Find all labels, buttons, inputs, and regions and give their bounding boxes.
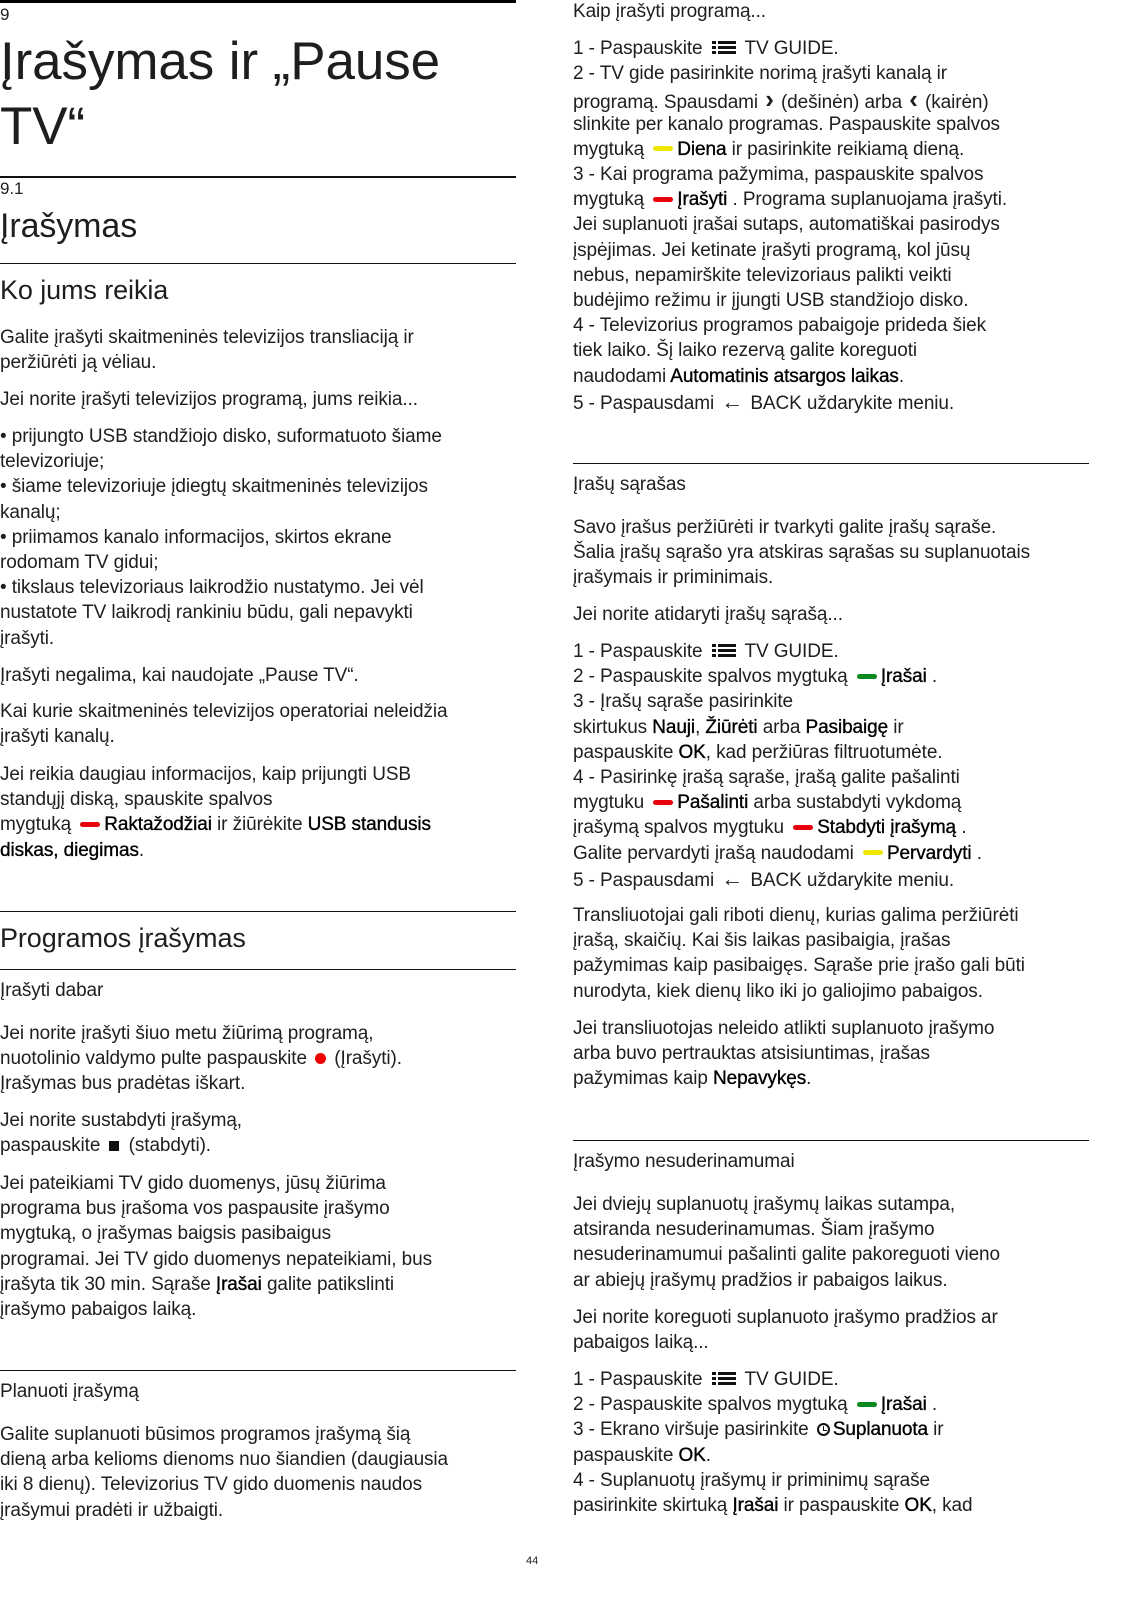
text-run: įrašyta tik 30 min. Sąraše xyxy=(0,1273,216,1295)
heading: Įrašų sąrašas xyxy=(573,474,686,495)
text-line xyxy=(573,36,839,62)
text-run: BACK uždarykite meniu. xyxy=(745,869,955,891)
text-run: 1 - Paspauskite xyxy=(573,641,708,662)
text-run: naudodami xyxy=(573,365,671,387)
text-run: 1 - Paspauskite xyxy=(573,38,708,59)
text-line xyxy=(573,740,942,766)
ui-term: Suplanuota xyxy=(832,1419,928,1441)
text-run: , xyxy=(695,716,706,738)
text-line: Jei norite sustabdyti įrašymą, xyxy=(0,1110,242,1131)
text-line xyxy=(573,389,954,415)
clock-icon xyxy=(817,1423,830,1436)
text-run: (kairėn) xyxy=(919,92,989,114)
tv-guide-icon xyxy=(712,644,736,658)
text-line xyxy=(573,1493,973,1519)
text-line xyxy=(573,1392,937,1418)
text-run: nuotolinio valdymo pulte paspauskite xyxy=(0,1048,313,1070)
red-key xyxy=(793,825,813,830)
text-line: Jei pateikiami TV gido duomenys, jūsų žiūrima xyxy=(0,1173,386,1194)
text-run: TV GUIDE. xyxy=(739,1369,839,1390)
text-line: 3 - Kai programa pažymima, paspauskite spalvos xyxy=(573,164,984,185)
text-line: įrašyti kanalų. xyxy=(0,726,115,748)
ui-term: Įrašai xyxy=(880,1394,927,1416)
text-run: 3 - Ekrano viršuje pasirinkite xyxy=(573,1419,814,1441)
text-run: paspauskite xyxy=(573,741,679,763)
text-line: Įrašymas bus pradėtas iškart. xyxy=(0,1073,246,1095)
chevron-right-icon: › xyxy=(765,84,774,115)
text-line: nesuderinamumui pašalinti galite pakoreguoti vieno xyxy=(573,1244,1000,1266)
right-column xyxy=(573,0,1089,1615)
section-number: 9 xyxy=(0,5,10,24)
text-line: Jei norite įrašyti šiuo metu žiūrimą programą, xyxy=(0,1023,374,1044)
text-line: įrašymo pabaigos laiką. xyxy=(0,1299,197,1320)
text-run: ir paspauskite xyxy=(778,1495,905,1516)
text-run: (stabdyti). xyxy=(123,1135,211,1157)
green-key xyxy=(857,674,877,679)
text-run: , kad peržiūras filtruotumėte. xyxy=(705,741,943,763)
text-line xyxy=(573,866,954,892)
heading: Programos įrašymas xyxy=(0,923,246,953)
text-run: . xyxy=(956,817,967,839)
ui-term: Pasibaigę xyxy=(805,716,889,738)
text-run: TV GUIDE. xyxy=(739,38,839,59)
text-line: mygtuką, o įrašymas baigsis pasibaigus xyxy=(0,1223,331,1245)
text-line xyxy=(573,1367,839,1393)
text-run: 5 - Paspausdami xyxy=(573,392,720,414)
text-line: • tikslaus televizoriaus laikrodžio nustatymo. Jei vėl xyxy=(0,577,424,599)
text-line xyxy=(573,815,966,841)
ui-term: Įrašai xyxy=(880,666,927,688)
text-line: televizoriuje; xyxy=(0,451,105,473)
heading: Įrašymas ir „Pause xyxy=(0,32,440,91)
yellow-key xyxy=(863,850,883,855)
text-run: ir xyxy=(928,1419,944,1441)
section-divider xyxy=(0,911,516,912)
ui-term: Pašalinti xyxy=(677,792,749,814)
text-run: mygtuką xyxy=(0,814,77,836)
text-line: arba buvo pertrauktas atsisiuntimas, įrašas xyxy=(573,1043,930,1065)
text-run: . xyxy=(926,666,938,688)
heading: Įrašymas xyxy=(0,207,138,245)
ui-term: Diena xyxy=(677,138,727,160)
text-run: . xyxy=(138,839,145,861)
text-line: programa bus įrašoma vos paspausite įrašymo xyxy=(0,1198,390,1220)
text-run: paspauskite xyxy=(573,1444,679,1466)
text-line: Transliuotojai gali riboti dienų, kurias galima peržiūrėti xyxy=(573,905,1019,926)
ui-term: Nauji xyxy=(652,716,696,738)
text-line: nurodyta, kiek dienų liko iki jo galiojimo pabaigos. xyxy=(573,980,983,1002)
text-run: mygtuką xyxy=(573,138,650,160)
text-line xyxy=(573,790,961,816)
text-run: 1 - Paspauskite xyxy=(573,1369,708,1390)
text-line: pažymimas kaip pasibaigęs. Sąraše prie įrašo gali būti xyxy=(573,955,1025,977)
text-line: rodomam TV gidui; xyxy=(0,552,159,573)
text-line: Įrašyti negalima, kai naudojate „Pause TV“. xyxy=(0,665,359,686)
text-line: 4 - Pasirinkę įrašą sąraše, įrašą galite pašalinti xyxy=(573,767,960,788)
text-line xyxy=(573,84,989,115)
text-line: Jei suplanuoti įrašai sutaps, automatiškai pasirodys xyxy=(573,214,1000,236)
back-arrow-icon: ← xyxy=(721,865,744,891)
text-run: ir xyxy=(888,716,904,738)
text-line: kanalų; xyxy=(0,501,61,523)
heading: Įrašyti dabar xyxy=(0,980,104,1001)
text-run: (dešinėn) arba xyxy=(775,92,908,114)
text-line xyxy=(573,137,964,163)
heading: Planuoti įrašymą xyxy=(0,1381,139,1402)
text-run: . Programa suplanuojama įrašyti. xyxy=(727,189,1007,211)
text-line xyxy=(0,1133,211,1159)
back-arrow-icon: ← xyxy=(721,388,744,414)
text-run: 2 - Paspauskite spalvos mygtuką xyxy=(573,1394,853,1416)
text-run: paspauskite xyxy=(0,1135,106,1157)
text-line xyxy=(573,1443,711,1469)
text-line xyxy=(573,715,904,741)
text-run: arba xyxy=(757,716,806,738)
text-line xyxy=(573,664,937,690)
text-run: 2 - Paspauskite spalvos mygtuką xyxy=(573,666,853,688)
text-line: Galite suplanuoti būsimos programos įrašymą šią xyxy=(0,1424,411,1445)
text-line: programai. Jei TV gido duomenys nepateikiami, bus xyxy=(0,1248,432,1270)
text-line: Kaip įrašyti programą... xyxy=(573,1,766,22)
text-line: Jei reikia daugiau informacijos, kaip prijungti USB xyxy=(0,764,411,785)
section-divider xyxy=(573,1140,1089,1141)
text-line xyxy=(573,841,982,867)
text-run: . xyxy=(926,1394,938,1416)
text-line: • šiame televizoriuje įdiegtų skaitmeninės televizijos xyxy=(0,476,428,498)
text-run: , kad xyxy=(931,1495,973,1516)
ui-term: USB standusis xyxy=(307,814,431,836)
text-line: 3 - Įrašų sąraše pasirinkite xyxy=(573,691,794,713)
heading: Įrašymo nesuderinamumai xyxy=(573,1151,795,1172)
text-run: . xyxy=(898,365,905,387)
text-line xyxy=(0,1046,402,1072)
page-number: 44 xyxy=(526,1555,539,1567)
text-line: • prijungto USB standžiojo disko, suformatuoto šiame xyxy=(0,426,442,447)
red-key xyxy=(653,800,673,805)
section-divider xyxy=(0,1370,516,1371)
red-key xyxy=(80,822,100,827)
section-divider xyxy=(0,969,516,970)
text-line: ar abiejų įrašymų pradžios ir pabaigos laikus. xyxy=(573,1269,948,1291)
ui-term: Žiūrėti xyxy=(705,716,758,738)
text-run: . xyxy=(806,1068,812,1090)
text-run: ir pasirinkite reikiamą dieną. xyxy=(726,138,965,160)
text-run: (Įrašyti). xyxy=(329,1048,402,1070)
text-run: mygtuku xyxy=(573,792,650,814)
text-line xyxy=(573,187,1007,213)
text-line xyxy=(573,1066,811,1092)
ui-term: Įrašai xyxy=(732,1495,779,1516)
text-run: galite patikslinti xyxy=(261,1273,394,1295)
ui-term: Raktažodžiai xyxy=(104,814,212,836)
text-run: . xyxy=(971,842,982,864)
text-line: • priimamos kanalo informacijos, skirtos ekrane xyxy=(0,526,392,548)
text-line: atsiranda nesuderinamumas. Šiam įrašymo xyxy=(573,1219,935,1241)
section-divider xyxy=(573,463,1089,464)
text-line: nebus, nepamirškite televizoriaus palikti veikti xyxy=(573,264,952,286)
ui-term: OK xyxy=(904,1495,932,1516)
text-line xyxy=(573,364,904,390)
text-line: 4 - Suplanuotų įrašymų ir priminimų sąraše xyxy=(573,1469,930,1491)
text-line xyxy=(0,838,144,864)
ui-term: Įrašai xyxy=(215,1273,262,1295)
left-column xyxy=(0,0,516,1615)
ui-term: Automatinis atsargos laikas xyxy=(670,365,899,387)
text-line: slinkite per kanalo programas. Paspauskite spalvos xyxy=(573,113,1000,135)
yellow-key xyxy=(653,146,673,151)
ui-term: OK xyxy=(678,741,706,763)
text-run: BACK uždarykite meniu. xyxy=(745,392,955,414)
heading: TV“ xyxy=(0,97,86,156)
text-line: 4 - Televizorius programos pabaigoje prideda šiek xyxy=(573,315,986,337)
text-line: tiek laiko. Šį laiko rezervą galite koreguoti xyxy=(573,340,918,362)
red-key xyxy=(653,197,673,202)
text-line: standųjį diską, spauskite spalvos xyxy=(0,789,273,811)
ui-term: OK xyxy=(678,1444,706,1466)
text-line: įrašyti. xyxy=(0,627,55,649)
text-line: budėjimo režimu ir įjungti USB standžiojo disko. xyxy=(573,290,969,311)
green-key xyxy=(857,1402,877,1407)
record-dot xyxy=(315,1053,326,1064)
text-line: peržiūrėti ją vėliau. xyxy=(0,352,157,374)
text-run: arba sustabdyti vykdomą xyxy=(748,792,962,814)
text-line xyxy=(573,1417,944,1443)
text-line: Jei norite įrašyti televizijos programą, jums reikia... xyxy=(0,389,418,410)
text-line: įspėjimas. Jei ketinate įrašyti programą, kol jūsų xyxy=(573,239,971,261)
text-line: įrašymais ir priminimais. xyxy=(573,567,774,589)
text-line: pabaigos laiką... xyxy=(573,1332,709,1354)
text-run: . xyxy=(705,1444,711,1466)
text-line: nustatote TV laikrodį rankiniu būdu, gali nepavykti xyxy=(0,602,413,624)
section-number: 9.1 xyxy=(0,179,24,198)
section-divider xyxy=(0,263,516,264)
text-line: iki 8 dienų). Televizorius TV gido duomenis naudos xyxy=(0,1474,423,1496)
text-line: Jei norite atidaryti įrašų sąrašą... xyxy=(573,604,843,625)
text-run: mygtuką xyxy=(573,189,650,211)
text-run: pažymimas kaip xyxy=(573,1068,713,1090)
text-line: Jei norite koreguoti suplanuoto įrašymo pradžios ar xyxy=(573,1307,998,1328)
tv-guide-icon xyxy=(712,41,736,55)
text-line: įrašą, skaičių. Kai šis laikas pasibaigia, įrašas xyxy=(573,930,951,952)
text-run: įrašymą spalvos mygtuku xyxy=(573,817,790,839)
stop-square xyxy=(109,1141,119,1151)
text-run: TV GUIDE. xyxy=(739,641,839,662)
chevron-left-icon: ‹ xyxy=(909,84,918,115)
text-line: Savo įrašus peržiūrėti ir tvarkyti galite įrašų sąraše. xyxy=(573,517,997,538)
text-line xyxy=(0,1272,394,1298)
text-run: ir žiūrėkite xyxy=(211,814,308,836)
text-line xyxy=(573,639,839,665)
text-line: Galite įrašyti skaitmeninės televizijos transliaciją ir xyxy=(0,327,414,348)
ui-term: diskas, diegimas xyxy=(0,839,139,861)
ui-term: Stabdyti įrašymą xyxy=(817,817,957,839)
text-run: Galite pervardyti įrašą naudodami xyxy=(573,842,859,864)
text-run: 5 - Paspausdami xyxy=(573,869,720,891)
text-run: skirtukus xyxy=(573,716,653,738)
section-divider xyxy=(0,176,516,178)
text-line: Šalia įrašų sąrašo yra atskiras sąrašas su suplanuotais xyxy=(573,542,1031,564)
ui-term: Įrašyti xyxy=(677,189,728,211)
text-line: įrašymui pradėti ir užbaigti. xyxy=(0,1499,224,1521)
text-run: programą. Spausdami xyxy=(573,92,764,114)
text-line: Kai kurie skaitmeninės televizijos operatoriai neleidžia xyxy=(0,701,448,722)
text-line: dieną arba kelioms dienoms nuo šiandien (daugiausia xyxy=(0,1449,449,1471)
tv-guide-icon xyxy=(712,1372,736,1386)
ui-term: Pervardyti xyxy=(886,842,972,864)
text-line: Jei transliuotojas neleido atlikti suplanuoto įrašymo xyxy=(573,1018,995,1039)
ui-term: Nepavykęs xyxy=(713,1068,807,1090)
heading: Ko jums reikia xyxy=(0,275,169,305)
text-line xyxy=(0,812,431,838)
text-run: pasirinkite skirtuką xyxy=(573,1495,733,1516)
text-line: 2 - TV gide pasirinkite norimą įrašyti kanalą ir xyxy=(573,63,947,85)
text-line: Jei dviejų suplanuotų įrašymų laikas sutampa, xyxy=(573,1194,956,1215)
